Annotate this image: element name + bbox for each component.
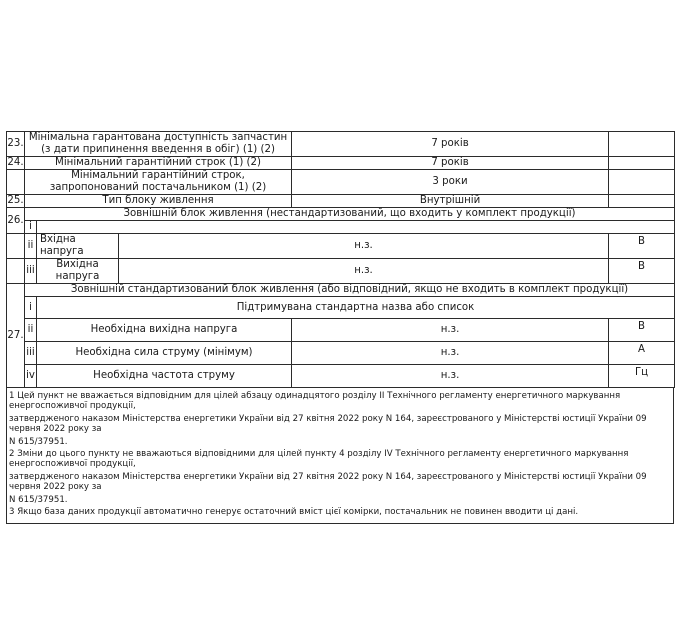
required-current-value: н.з.: [292, 342, 609, 365]
required-current-unit: А: [609, 342, 675, 365]
product-info-sheet: [6, 131, 674, 524]
row-24b: [7, 170, 675, 195]
row-24b-value: 3 роки: [292, 170, 609, 195]
output-voltage-label: Вихідна напруга: [37, 259, 119, 284]
row-27-ii: [7, 319, 675, 342]
roman-index: i: [25, 297, 37, 319]
input-voltage-unit: В: [609, 234, 675, 259]
row-23: [7, 132, 675, 157]
roman-index: ii: [25, 319, 37, 342]
footnote-line: затвердженого наказом Міністерства енергетики України від 27 квітня 2022 року N 164, зареєстрованого у Міністерстві юстиції України 09 червня 2022 року за: [9, 413, 647, 435]
row-27-iv: [7, 365, 675, 388]
footnote-line: 3 Якщо база даних продукції автоматично генерує остаточний вміст цієї комірки, постачальник не повинен вводити ці дані.: [9, 507, 579, 518]
empty-cell: [609, 132, 675, 157]
row-24-label: Мінімальний гарантійний строк (1) (2): [25, 157, 292, 170]
footnote-line: N 615/37951.: [9, 494, 68, 505]
row-number: 23.: [7, 132, 25, 157]
footnotes: [6, 388, 674, 524]
roman-index: iii: [25, 342, 37, 365]
required-current-label: Необхідна сила струму (мінімум): [37, 342, 292, 365]
row-number: 25.: [7, 195, 24, 206]
output-voltage-unit: В: [609, 259, 675, 284]
row-25-label: Тип блоку живлення: [25, 195, 292, 208]
row-26-header: [7, 208, 675, 221]
row-25: [7, 195, 675, 208]
row-26-i: [7, 221, 675, 234]
empty-cell: [37, 221, 675, 234]
row-number: 27.: [7, 284, 25, 388]
row-26-ii: [7, 234, 675, 259]
row-27-header: [7, 284, 675, 297]
roman-index: i: [25, 221, 37, 234]
footnote-line: 2 Зміни до цього пункту не вважаються відповідними для цілей пункту 4 розділу IV Технічного регламенту енергетичного маркування енергоспоживчої продукції,: [9, 449, 629, 470]
row-27-iii: [7, 342, 675, 365]
output-voltage-value: н.з.: [119, 259, 609, 284]
required-frequency-label: Необхідна частота струму: [37, 365, 292, 388]
required-frequency-value: н.з.: [292, 365, 609, 388]
input-voltage-label: Вхідна напруга: [37, 234, 119, 259]
row-25-value: Внутрішній: [292, 195, 609, 208]
empty-cell: [609, 195, 675, 208]
empty-cell: [7, 234, 25, 259]
row-number: 24.: [7, 157, 24, 168]
roman-index: ii: [25, 234, 37, 259]
row-26-header-text: Зовнішній блок живлення (нестандартизований, що входить у комплект продукції): [25, 208, 675, 221]
standard-name-label: Підтримувана стандартна назва або список: [37, 297, 675, 319]
footnote-line: 1 Цей пункт не вважається відповідним для цілей абзацу одинадцятого розділу II Технічного регламенту енергетичного маркування енергоспоживчої продукції,: [9, 391, 621, 412]
row-23-label: Мінімальна гарантована доступність запчастин (з дати припинення введення в обіг) (1) (2): [25, 132, 292, 157]
product-info-table: [6, 131, 675, 388]
required-output-voltage-unit: В: [609, 319, 675, 342]
empty-cell: [7, 259, 25, 284]
empty-cell: [609, 157, 675, 170]
row-27-header-text: Зовнішній стандартизований блок живлення (або відповідний, якщо не входить в комплект продукції): [25, 284, 675, 297]
required-output-voltage-label: Необхідна вихідна напруга: [37, 319, 292, 342]
footnote-line: затвердженого наказом Міністерства енергетики України від 27 квітня 2022 року N 164, зареєстрованого у Міністерстві юстиції України 09 червня 2022 року за: [9, 471, 647, 493]
row-number: 26.: [7, 208, 25, 234]
row-24-value: 7 років: [292, 157, 609, 170]
required-output-voltage-value: н.з.: [292, 319, 609, 342]
footnote-line: N 615/37951.: [9, 436, 68, 447]
roman-index: iii: [25, 259, 37, 284]
row-24b-label: Мінімальний гарантійний строк, запропонований постачальником (1) (2): [25, 170, 292, 195]
roman-index: iv: [25, 365, 37, 388]
input-voltage-value: н.з.: [119, 234, 609, 259]
row-23-value: 7 років: [292, 132, 609, 157]
empty-cell: [609, 170, 675, 195]
row-24: [7, 157, 675, 170]
empty-cell: [7, 170, 25, 195]
row-26-iii: [7, 259, 675, 284]
required-frequency-unit: Гц: [609, 365, 675, 388]
row-27-i: [7, 297, 675, 319]
